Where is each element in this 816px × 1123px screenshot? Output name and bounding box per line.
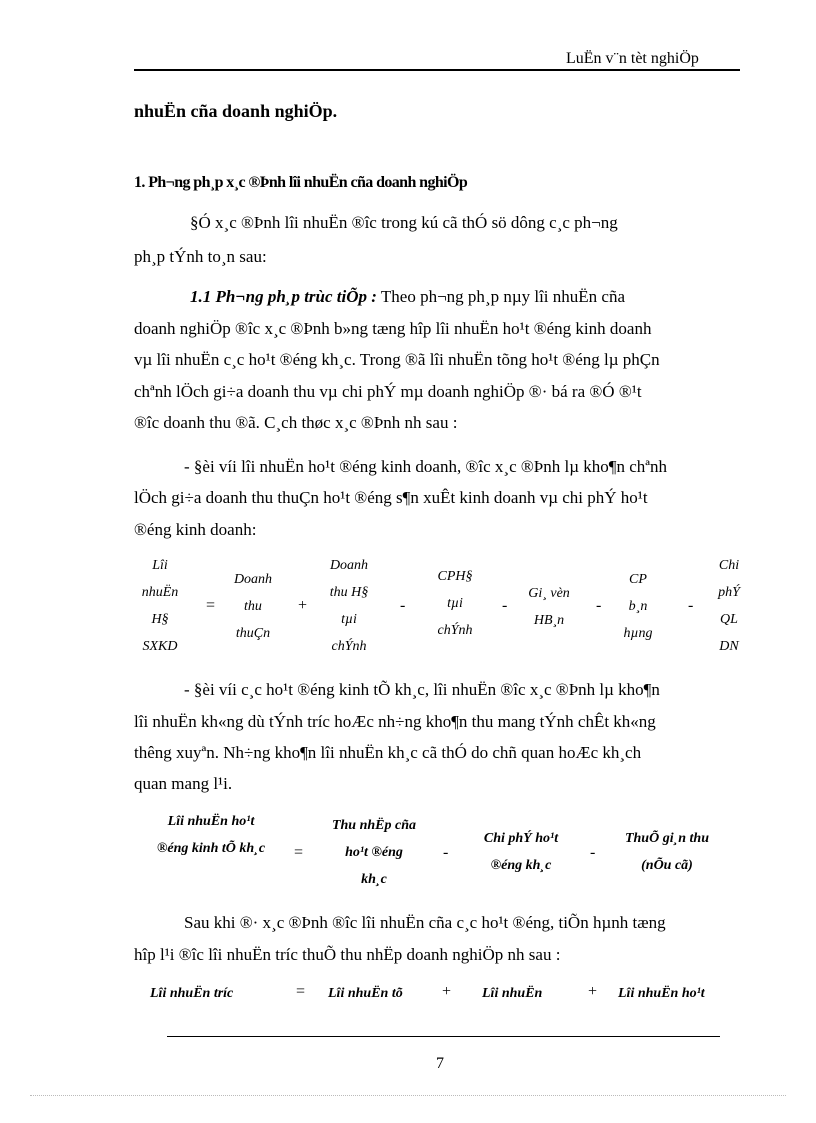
f3-term-pretax-profit: Lîi nhuËn tríc bbox=[150, 986, 234, 1001]
running-header: LuËn v¨n tèt nghiÖp bbox=[566, 50, 699, 67]
intro-line: nhuËn cña doanh nghiÖp. bbox=[134, 101, 338, 121]
sub11-line1-text: Theo ph¬ng ph¸p nµy lîi nhuËn cña bbox=[380, 287, 626, 306]
f2-term-other-income: Thu nhËp cña ho¹t ®éng kh¸c bbox=[331, 818, 417, 887]
sub11-line4: chªnh lÖch gi÷a doanh thu vµ chi phÝ mµ doanh nghiÖp ®· bá ra ®Ó ®¹t bbox=[134, 382, 642, 401]
f2-term-other-profit: Lîi nhuËn ho¹t ®éng kinh tÕ kh¸c bbox=[156, 814, 266, 856]
bullet2-line1: - §èi víi c¸c ho¹t ®éng kinh tÕ kh¸c, lîi nhuËn ®îc x¸c ®Þnh lµ kho¶n bbox=[184, 680, 660, 699]
f1-op-minus-2: - bbox=[502, 597, 508, 614]
bullet1-line1: - §èi víi lîi nhuËn ho¹t ®éng kinh doanh, ®îc x¸c ®Þnh lµ kho¶n chªnh bbox=[184, 457, 667, 476]
f2-op-minus-1: - bbox=[443, 844, 449, 861]
f3-term-profit-from: Lîi nhuËn tõ bbox=[328, 986, 403, 1001]
para1-line2: ph¸p tÝnh to¸n sau: bbox=[134, 247, 267, 266]
closing-line1: Sau khi ®· x¸c ®Þnh ®îc lîi nhuËn cña c¸c ho¹t ®éng, tiÕn hµnh tæng bbox=[184, 913, 666, 932]
sub11-line5: ®îc doanh thu ®ã. C¸ch thøc x¸c ®Þnh nh sau : bbox=[134, 413, 458, 432]
sub11-line1 bbox=[134, 280, 740, 314]
f3-op-plus-2: + bbox=[588, 983, 598, 1000]
bullet2-line3: thêng xuyªn. Nh÷ng kho¶n lîi nhuËn kh¸c cã thÓ do chñ quan hoÆc kh¸ch bbox=[134, 743, 642, 762]
f1-term-cost-of-goods: Gi¸ vèn HB¸n bbox=[528, 586, 570, 628]
bullet1-line3: ®éng kinh doanh: bbox=[134, 520, 257, 539]
f1-op-minus-1: - bbox=[400, 597, 406, 614]
sub11-line3: vµ lîi nhuËn c¸c ho¹t ®éng kh¸c. Trong ®ã lîi nhuËn tõng ho¹t ®éng lµ phÇn bbox=[134, 350, 660, 369]
f1-term-financial-revenue: Doanh thu H§ tµi chÝnh bbox=[329, 558, 369, 654]
section-heading: 1. Ph¬ng ph¸p x¸c ®Þnh lîi nhuËn cña doanh nghiÖp bbox=[134, 174, 468, 191]
f1-term-financial-cost: CPH§ tµi chÝnh bbox=[437, 569, 473, 638]
bullet1-line2: lÖch gi÷a doanh thu thuÇn ho¹t ®éng s¶n xuÊt kinh doanh vµ chi phÝ ho¹t bbox=[134, 488, 648, 507]
f1-op-minus-3: - bbox=[596, 597, 602, 614]
f1-term-selling-cost: CP b¸n hµng bbox=[623, 572, 653, 641]
f1-term-admin-cost: Chi phÝ QL DN bbox=[718, 558, 740, 654]
f3-op-equals: = bbox=[296, 983, 306, 1000]
page-number: 7 bbox=[436, 1055, 444, 1072]
f1-term-profit: Lîi nhuËn H§ SXKD bbox=[141, 558, 179, 654]
f2-op-minus-2: - bbox=[590, 844, 596, 861]
bullet2-line2: lîi nhuËn kh«ng dù tÝnh tríc hoÆc nh÷ng kho¶n thu mang tÝnh chÊt kh«ng bbox=[134, 712, 656, 731]
sub11-line2: doanh nghiÖp ®îc x¸c ®Þnh b»ng tæng hîp lîi nhuËn ho¹t ®éng kinh doanh bbox=[134, 319, 652, 338]
f1-op-equals: = bbox=[206, 597, 216, 614]
f2-term-indirect-tax: ThuÕ gi¸n thu (nÕu cã) bbox=[624, 831, 710, 873]
f3-term-activity-profit: Lîi nhuËn ho¹t bbox=[618, 986, 705, 1001]
f1-term-net-revenue: Doanh thu thuÇn bbox=[233, 572, 273, 641]
page-edge-dotted-line bbox=[30, 1095, 786, 1096]
f2-term-other-cost: Chi phÝ ho¹t ®éng kh¸c bbox=[483, 831, 559, 873]
footer-divider bbox=[167, 1036, 720, 1037]
f3-op-plus-1: + bbox=[442, 983, 452, 1000]
sub11-title: 1.1 Ph¬ng ph¸p trùc tiÕp : bbox=[190, 287, 377, 306]
f2-op-equals: = bbox=[294, 844, 304, 861]
header-divider bbox=[134, 69, 740, 71]
closing-line2: hîp l¹i ®îc lîi nhuËn tríc thuÕ thu nhËp doanh nghiÖp nh sau : bbox=[134, 945, 561, 964]
f1-op-minus-4: - bbox=[688, 597, 694, 614]
bullet2-line4: quan mang l¹i. bbox=[134, 774, 233, 793]
f3-term-profit: Lîi nhuËn bbox=[482, 986, 543, 1001]
para1-line1: §Ó x¸c ®Þnh lîi nhuËn ®îc trong kú cã thÓ sö dông c¸c ph¬ng bbox=[190, 213, 618, 232]
f1-op-plus: + bbox=[298, 597, 308, 614]
